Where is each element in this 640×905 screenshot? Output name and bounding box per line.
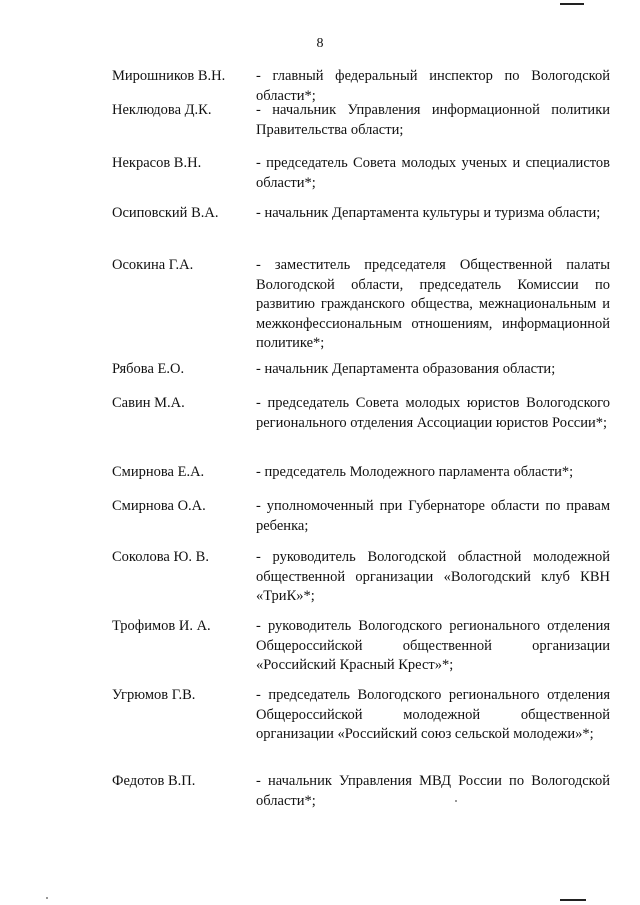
member-name: Савин М.А. — [112, 395, 185, 411]
member-name: Неклюдова Д.К. — [112, 102, 212, 118]
member-role: - заместитель председателя Общественной палаты Вологодской области, председатель Комиссии по развитию гражданского общества, межнациональным и межконфессиональным отношениям, информационной политике*; — [256, 257, 610, 351]
member-name: Осиповский В.А. — [112, 205, 219, 221]
member-name: Смирнова О.А. — [112, 498, 206, 514]
member-role: - председатель Совета молодых ученых и специалистов области*; — [256, 155, 610, 191]
member-name: Федотов В.П. — [112, 773, 196, 789]
scan-speck — [46, 897, 48, 899]
member-name: Мирошников В.Н. — [112, 68, 226, 84]
member-role: - председатель Совета молодых юристов Вологодского регионального отделения Ассоциации юристов России*; — [256, 395, 610, 431]
member-name: Осокина Г.А. — [112, 257, 194, 273]
member-name: Смирнова Е.А. — [112, 464, 205, 480]
member-name: Соколова Ю. В. — [112, 549, 209, 565]
member-role: - руководитель Вологодской областной молодежной общественной организации «Вологодский клуб КВН «ТриК»*; — [256, 549, 610, 604]
member-name: Угрюмов Г.В. — [112, 687, 196, 703]
member-role: - руководитель Вологодского регионального отделения Общероссийской общественной организации «Российский Красный Крест»*; — [256, 618, 610, 673]
member-role: - начальник Управления МВД России по Вологодской области*; — [256, 773, 610, 809]
member-role: - начальник Департамента культуры и туризма области; — [256, 205, 601, 221]
page-number: 8 — [316, 36, 324, 51]
scan-mark-top — [560, 3, 584, 5]
member-name: Некрасов В.Н. — [112, 155, 202, 171]
member-role: - главный федеральный инспектор по Вологодской области*; — [256, 68, 610, 104]
member-name: Рябова Е.О. — [112, 361, 185, 377]
scan-mark-bottom — [560, 899, 586, 901]
member-role: - председатель Молодежного парламента области*; — [256, 464, 574, 480]
member-name: Трофимов И. А. — [112, 618, 211, 634]
member-role: - начальник Управления информационной политики Правительства области; — [256, 102, 610, 138]
member-role: - председатель Вологодского регионального отделения Общероссийской молодежной общественной организации «Российский союз сельской молодежи»*; — [256, 687, 610, 742]
member-role: - начальник Департамента образования области; — [256, 361, 556, 377]
member-role: - уполномоченный при Губернаторе области по правам ребенка; — [256, 498, 610, 534]
